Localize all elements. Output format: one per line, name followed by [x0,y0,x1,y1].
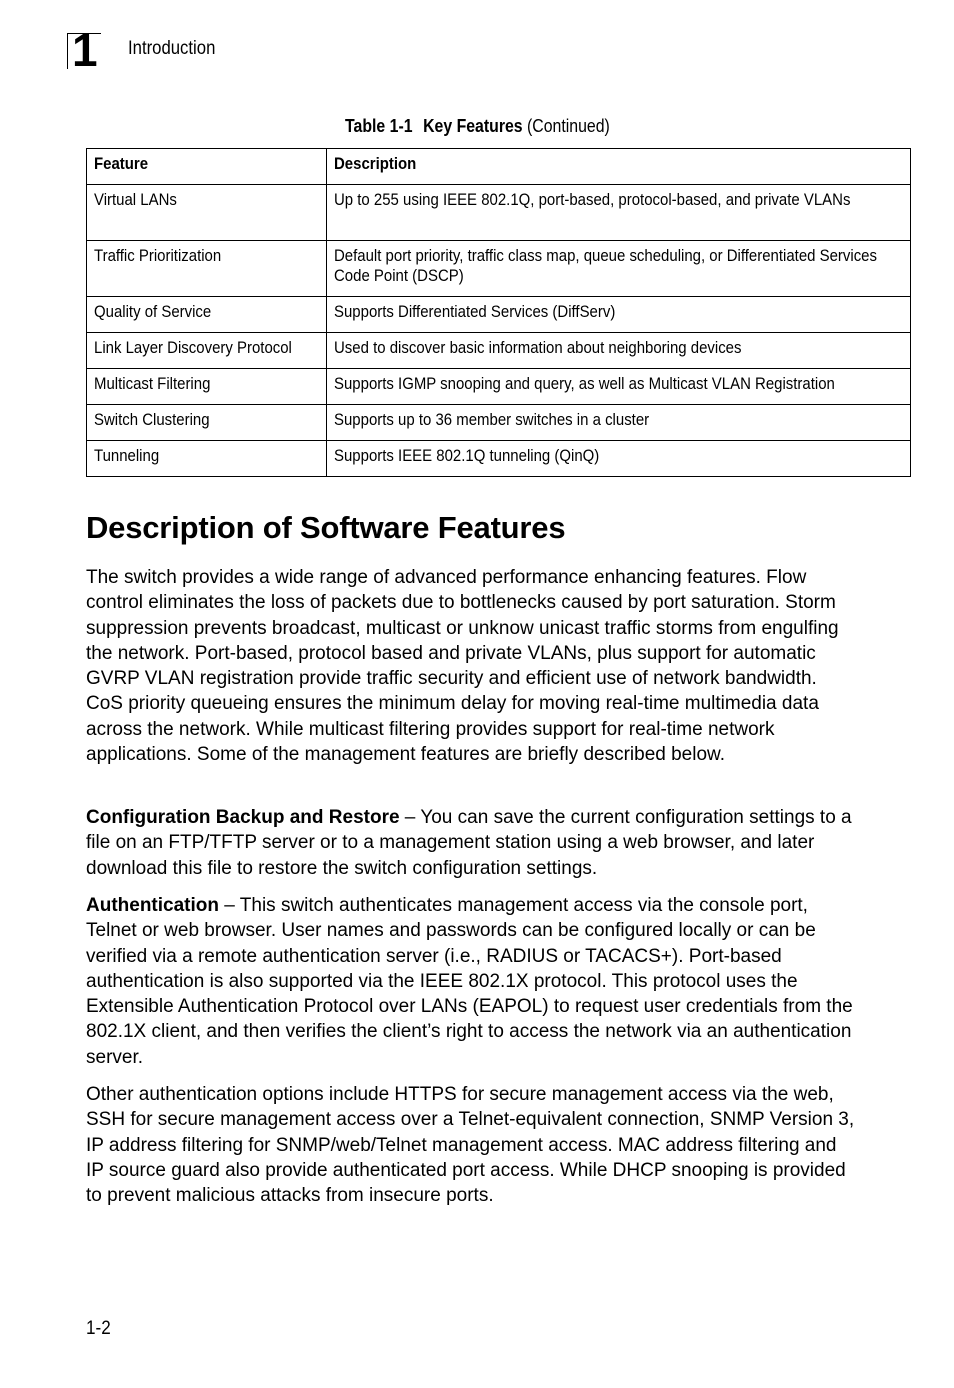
authentication-paragraph [86,893,856,1070]
running-title: Introduction [128,38,216,59]
section-heading: Description of Software Features [86,510,566,545]
config-backup-paragraph [86,805,856,881]
feature-cell: Link Layer Discovery Protocol [87,333,327,369]
feature-cell: Switch Clustering [87,405,327,441]
column-header-description: Description [326,149,910,185]
feature-cell: Traffic Prioritization [87,241,327,297]
intro-paragraph: The switch provides a wide range of advanced performance enhancing features. Flow control eliminates the loss of packets due to bottlenecks caused by port saturation. Storm suppression prevents broadcast, multicast or unknow unicast traffic storms from engulfing the network. Port-based, protocol based and private VLANs, plus support for automatic GVRP VLAN registration provide traffic security and efficient use of network bandwidth. CoS priority queueing ensures the minimum delay for moving real-time multimedia data across the network. While multicast filtering provides support for real-time network applications. Some of the management features are briefly described below. [86,567,839,766]
config-backup-title: Configuration Backup and Restore [86,807,400,828]
config-backup-text: – You can save the current configuration settings to a file on an FTP/TFTP server or to a management station using a web browser, and later download this file to restore the switch configuration settings. [86,807,852,879]
chapter-number: 1 [72,24,98,76]
table-row [87,185,911,241]
table-row [87,369,911,405]
column-header-feature: Feature [87,149,327,185]
authentication-text: – This switch authenticates management access via the console port, Telnet or web browser. User names and passwords can be configured locally or can be verified via a remote authentication server (i.e., RADIUS or TACACS+). Port-based authentication is also supported via the IEEE 802.1X protocol. This protocol uses the Extensible Authentication Protocol over LANs (EAPOL) to request user credentials from the 802.1X client, and then verifies the client’s right to access the network via an authentication server. [86,895,853,1068]
table-row [87,297,911,333]
feature-cell: Tunneling [87,441,327,477]
table-row [87,241,911,297]
table-caption-suffix: (Continued) [526,116,610,136]
description-cell: Supports IEEE 802.1Q tunneling (QinQ) [326,441,910,477]
authentication-title: Authentication [86,895,219,916]
key-features-table [86,148,911,477]
description-cell: Supports up to 36 member switches in a cluster [326,405,910,441]
table-caption-title: Key Features [422,116,523,136]
description-cell: Up to 255 using IEEE 802.1Q, port-based, protocol-based, and private VLANs [326,185,910,241]
table-row [87,333,911,369]
table-row [87,441,911,477]
description-cell: Supports IGMP snooping and query, as well as Multicast VLAN Registration [326,369,910,405]
description-cell: Used to discover basic information about neighboring devices [326,333,910,369]
table-row [87,405,911,441]
page-number: 1-2 [86,1318,111,1339]
table-caption [0,116,954,137]
feature-cell: Virtual LANs [87,185,327,241]
other-authentication-paragraph: Other authentication options include HTTPS for secure management access via the web, SSH for secure management access over a Telnet-equivalent connection, SNMP Version 3, IP address filtering for SNMP/web/Telnet management access. MAC address filtering and IP source guard also provide authenticated port access. While DHCP snooping is provided to prevent malicious attacks from insecure ports. [86,1084,855,1207]
description-cell: Default port priority, traffic class map, queue scheduling, or Differentiated Services Code Point (DSCP) [326,241,910,297]
description-cell: Supports Differentiated Services (DiffServ) [326,297,910,333]
feature-cell: Quality of Service [87,297,327,333]
table-caption-label: Table 1-1 [344,116,413,136]
feature-cell: Multicast Filtering [87,369,327,405]
table-header-row [87,149,911,185]
